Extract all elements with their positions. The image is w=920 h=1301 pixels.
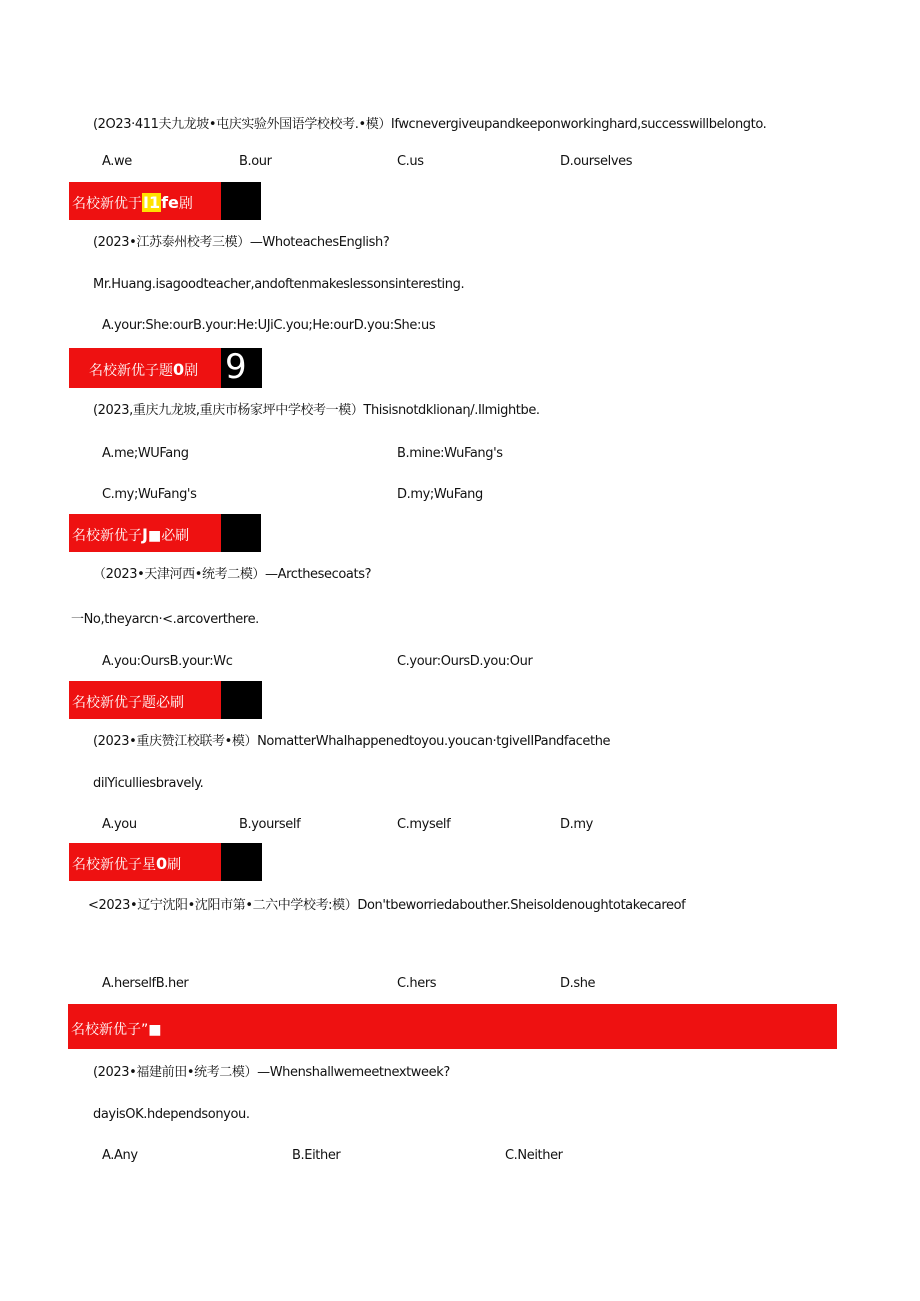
question-6-options-ab: A.herselfB.her [102,976,189,991]
banner-bold-text: 0 [173,360,185,379]
question-3-option-d: D.my;WuFang [397,487,483,502]
question-1-option-d: D.ourselves [560,154,633,169]
banner-label: 名校新优子”■ [71,1022,162,1038]
banner-bold-text: J [142,525,148,544]
question-5-stem: (2023•重庆赞江校联考•模）NomatterWhaIhappenedtoyou.youcan·tgiveIIPandfacethe [93,734,611,749]
banner-label [89,360,198,380]
question-5-option-d: D.my [560,817,593,832]
question-4-options-cd: C.your:OursD.you:Our [397,654,533,669]
question-5-option-b: B.yourself [239,817,301,832]
banner-label [72,193,193,213]
question-3-option-b: B.mine:WuFang's [397,446,503,461]
question-5-option-a: A.you [102,817,137,832]
question-7-line: dayisOK.hdependsonyou. [93,1107,250,1122]
banner-text: 名校新优子星 [72,857,156,873]
question-7-stem: (2023•福建前田•统考二模）—Whenshallwemeetnextweek? [93,1065,450,1080]
question-3-stem: (2023,重庆九龙坡,重庆市杨家坪中学校考一模）Thisisnotdklionaη/.Ilmightbe. [93,403,540,418]
section-banner-4 [69,681,262,719]
banner-label [72,525,189,545]
question-5-option-c: C.myself [397,817,451,832]
banner-highlight: I1 [143,193,161,212]
question-4-line: 一No,theyarcn·<.arcoverthere. [71,612,259,627]
banner-black-block [221,843,262,881]
question-2-options: A.your:She:ourB.your:He:UJiC.you;He:ourD.you:She:us [102,318,436,333]
question-1-option-c: C.us [397,154,424,169]
question-7-option-a: A.Any [102,1148,138,1163]
banner-black-block [221,681,262,719]
banner-digit: 9 [225,347,247,387]
question-7-option-b: B.Either [292,1148,341,1163]
section-banner-6 [68,1004,837,1049]
banner-bold-text: fe [161,193,179,212]
banner-label [72,854,181,874]
question-6-option-c: C.hers [397,976,437,991]
banner-black-block [221,514,261,552]
banner-end-text: 刷 [167,857,182,873]
question-1-option-b: B.our [239,154,272,169]
banner-text: 名校新优子 [72,528,142,544]
question-5-line: dilYiculliesbravely. [93,776,204,791]
question-4-stem: （2023•天津河西•统考二模）—Arcthesecoats? [93,567,372,582]
banner-text: 名校新优于 [72,196,142,212]
question-1-option-a: A.we [102,154,132,169]
question-1-stem: (2O23·411夫九龙坡•屯庆实验外国语学校校考.•模）Ifwcnevergiveupandkeeponworkinghard,successwillbelongto. [93,117,767,132]
question-6-option-d: D.she [560,976,596,991]
question-6-stem: <2023•辽宁沈阳•沈阳市第•二六中学校考:模）Don'tbeworriedabouther.Sheisoldenoughtotakecareof [88,898,686,913]
section-banner-2 [69,348,262,388]
section-banner-1 [69,182,261,220]
question-3-option-a: A.me;WUFang [102,446,189,461]
question-3-option-c: C.my;WuFang's [102,487,197,502]
banner-label: 名校新优子题必刷 [72,695,184,711]
section-banner-3 [69,514,261,552]
banner-bold-text: 0 [156,854,168,873]
banner-end-text: 必刷 [161,528,190,544]
banner-red-block [68,1004,837,1049]
question-2-line: Mr.Huang.isagoodteacher,andoftenmakeslessonsinteresting. [93,277,465,292]
question-2-stem: (2023•江苏泰州校考三模）—WhoteachesEnglish? [93,235,390,250]
section-banner-5 [69,843,262,881]
banner-black-block [221,182,261,220]
banner-mark: ■ [147,528,162,544]
banner-end-text: 剧 [178,196,193,212]
question-4-options-ab: A.you:OursB.your:Wc [102,654,233,669]
question-7-option-c: C.Neither [505,1148,563,1163]
banner-text: 名校新优子题 [89,363,173,379]
banner-end-text: 剧 [184,363,199,379]
